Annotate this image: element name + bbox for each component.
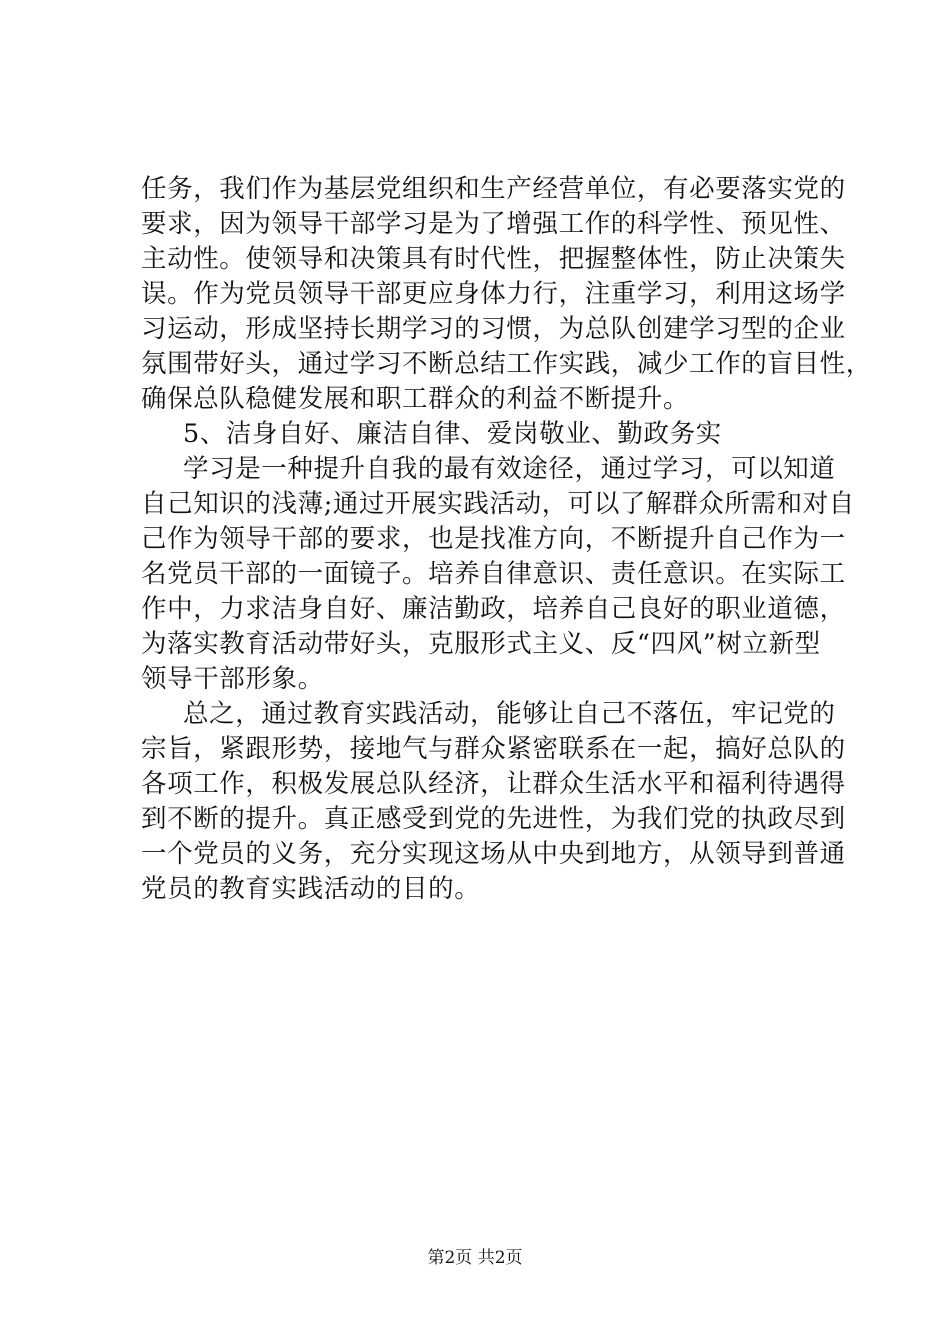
paragraph-2-line: 领导干部形象。 <box>141 664 324 694</box>
paragraph-2-line: 为落实教育活动带好头，克服形式主义、反“四风”树立新型 <box>141 629 821 659</box>
paragraph-2-line: 己作为领导干部的要求，也是找准方向，不断提升自己作为一 <box>141 524 846 554</box>
paragraph-2-line: 自己知识的浅薄;通过开展实践活动，可以了解群众所需和对自 <box>141 489 855 519</box>
paragraph-1-line: 主动性。使领导和决策具有时代性，把握整体性，防止决策失 <box>141 244 846 274</box>
paragraph-3-line: 宗旨，紧跟形势，接地气与群众紧密联系在一起，搞好总队的 <box>141 734 846 764</box>
section-heading-5: 5、洁身自好、廉洁自律、爱岗敬业、勤政务实 <box>183 419 722 449</box>
paragraph-1-line: 习运动，形成坚持长期学习的习惯，为总队创建学习型的企业 <box>141 314 846 344</box>
paragraph-1-line: 氛围带好头，通过学习不断总结工作实践，减少工作的盲目性， <box>141 349 872 379</box>
paragraph-2-line: 学习是一种提升自我的最有效途径，通过学习，可以知道 <box>183 454 836 484</box>
paragraph-1-line: 任务，我们作为基层党组织和生产经营单位，有必要落实党的 <box>141 174 846 204</box>
paragraph-2-line: 作中，力求洁身自好、廉洁勤政，培养自己良好的职业道德， <box>141 594 846 624</box>
document-body <box>141 172 872 907</box>
paragraph-3-line: 到不断的提升。真正感受到党的先进性，为我们党的执政尽到 <box>141 804 846 834</box>
paragraph-3-line: 总之，通过教育实践活动，能够让自己不落伍，牢记党的 <box>183 699 836 729</box>
paragraph-3-line: 一个党员的义务，充分实现这场从中央到地方，从领导到普通 <box>141 839 846 869</box>
paragraph-3-line: 党员的教育实践活动的目的。 <box>141 874 481 904</box>
paragraph-1-line: 要求，因为领导干部学习是为了增强工作的科学性、预见性、 <box>141 209 846 239</box>
paragraph-1-line: 误。作为党员领导干部更应身体力行，注重学习，利用这场学 <box>141 279 846 309</box>
paragraph-3-line: 各项工作，积极发展总队经济，让群众生活水平和福利待遇得 <box>141 769 846 799</box>
paragraph-2-line: 名党员干部的一面镜子。培养自律意识、责任意识。在实际工 <box>141 559 846 589</box>
page-number-footer: 第2页 共2页 <box>427 1248 523 1268</box>
paragraph-1-line: 确保总队稳健发展和职工群众的利益不断提升。 <box>141 384 690 414</box>
